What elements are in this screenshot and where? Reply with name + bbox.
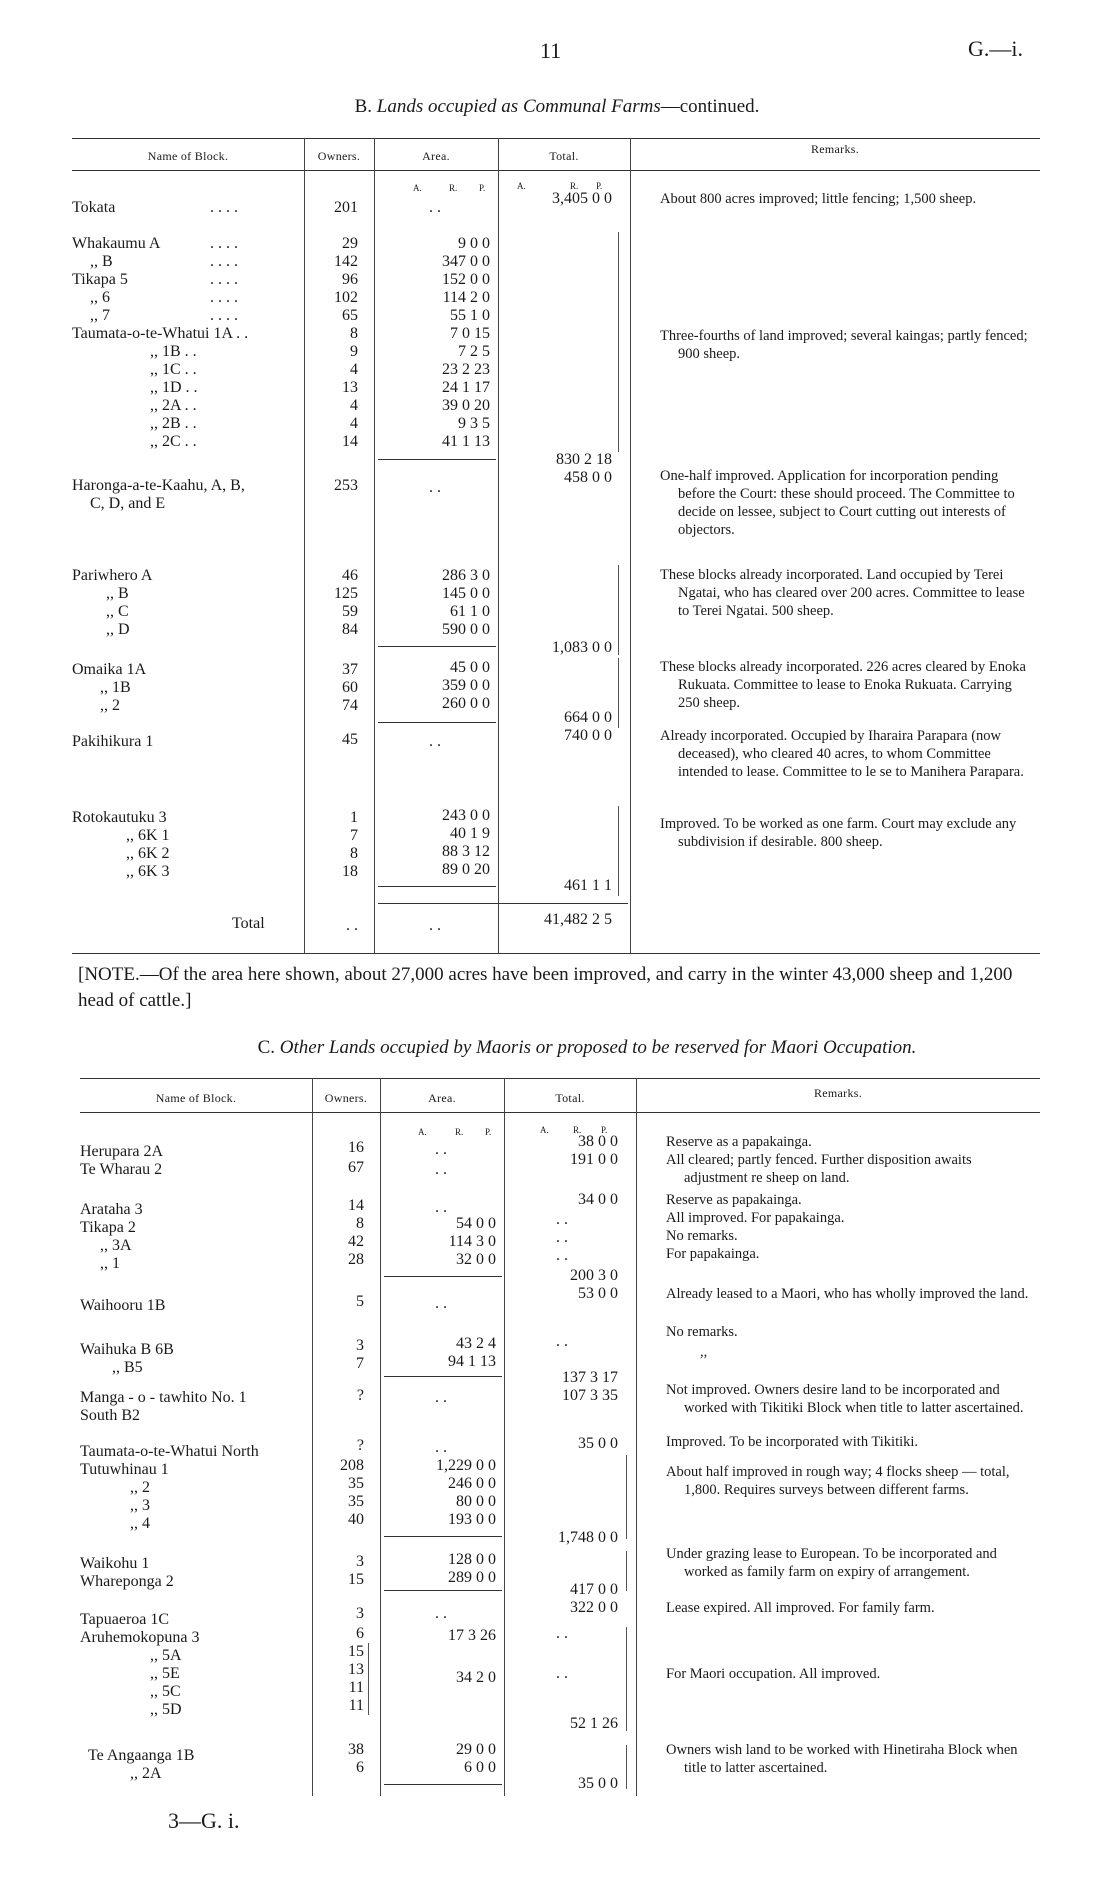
- col-header-area: Area.: [422, 149, 450, 163]
- area-cell: 54 0 0: [456, 1215, 496, 1232]
- table-row: Pakihikura 1: [72, 733, 154, 750]
- col-header-name: Name of Block.: [155, 1091, 237, 1105]
- total-cell: 461 1 1: [564, 877, 612, 894]
- area-cell: 193 0 0: [448, 1511, 496, 1528]
- owners-cell: 59: [342, 603, 358, 620]
- total-cell: . .: [556, 1665, 568, 1682]
- area-cell: 359 0 0: [442, 677, 490, 694]
- area-cell: 32 0 0: [456, 1251, 496, 1268]
- col-header-area: Area.: [428, 1091, 456, 1105]
- total-cell: 740 0 0: [564, 727, 612, 744]
- owners-cell: ?: [356, 1387, 364, 1404]
- table-row: ,, 2: [130, 1479, 150, 1496]
- column-rule: [504, 1078, 505, 1796]
- owners-cell: 1: [350, 809, 358, 826]
- table-row: ,, 3A: [100, 1237, 132, 1254]
- area-cell: 29 0 0: [456, 1741, 496, 1758]
- page-number: 11: [540, 38, 562, 63]
- area-cell: . .: [429, 733, 441, 750]
- table-row: Waihooru 1B: [80, 1297, 166, 1314]
- area-cell: 41 1 13: [442, 433, 490, 450]
- column-rule: [380, 1078, 381, 1796]
- table-row: Rotokautuku 3: [72, 809, 167, 826]
- col-header-owners: Owners.: [324, 1091, 368, 1105]
- owners-cell: 29: [342, 235, 358, 252]
- subtotal-rule: [378, 886, 496, 887]
- owners-cell: 28: [348, 1251, 364, 1268]
- owners-cell: 74: [342, 697, 358, 714]
- total-cell: 137 3 17: [562, 1369, 618, 1386]
- remark: Lease expired. All improved. For family farm.: [666, 1600, 935, 1616]
- total-cell: 458 0 0: [564, 469, 612, 486]
- area-cell: 145 0 0: [442, 585, 490, 602]
- column-rule: [374, 138, 375, 953]
- owners-cell: 208: [340, 1457, 364, 1474]
- remark: One-half improved. Application for incorporation pending before the Court: these should proceed. The Committee to decide on lessee, subject to Court cutting out interests of objectors.: [660, 468, 1015, 538]
- rule: [72, 170, 1040, 171]
- table-row: ,, 6: [90, 289, 110, 306]
- table-row: Haronga-a-te-Kaahu, A, B,: [72, 477, 245, 494]
- unit-perches: P.: [479, 183, 486, 193]
- area-cell: 9 3 5: [458, 415, 490, 432]
- table-row: Taumata-o-te-Whatui 1A . .: [72, 325, 249, 342]
- remark: These blocks already incorporated. 226 acres cleared by Enoka Rukuata. Committee to lease to Enoka Rukuata. Carrying 250 sheep.: [660, 659, 1026, 711]
- subtotal-rule: [384, 1590, 502, 1591]
- owners-cell: 11: [348, 1679, 364, 1696]
- total-rule: [378, 903, 628, 904]
- area-cell: 590 0 0: [442, 621, 490, 638]
- total-cell: . .: [556, 1333, 568, 1350]
- owners-cell: 16: [348, 1139, 364, 1156]
- table-row: ,, 2A . .: [150, 397, 197, 414]
- table-row: ,, 3: [130, 1497, 150, 1514]
- owners-cell: 125: [334, 585, 358, 602]
- remark: Already incorporated. Occupied by Iharaira Parapara (now deceased), who cleared 40 acres, to whom Committee intended to lease. Committee to le se to Manihera Parapara.: [660, 728, 1024, 780]
- remark: Not improved. Owners desire land to be incorporated and worked with Tikitiki Block when title to latter ascertained.: [666, 1382, 1024, 1416]
- area-cell: 23 2 23: [442, 361, 490, 378]
- area-cell: 80 0 0: [456, 1493, 496, 1510]
- owners-cell: 201: [334, 199, 358, 216]
- total-cell: 1,748 0 0: [558, 1529, 618, 1546]
- subtotal-rule: [384, 1536, 502, 1537]
- rule: [72, 953, 1040, 954]
- remark: Reserve as papakainga.: [666, 1192, 802, 1208]
- col-header-name: Name of Block.: [147, 149, 229, 163]
- owners-cell: 46: [342, 567, 358, 584]
- remark: These blocks already incorporated. Land occupied by Terei Ngatai, who has cleared over 200 acres. Committee to lease to Terei Ngatai. 500 sheep.: [660, 567, 1025, 619]
- owners-cell: 8: [350, 325, 358, 342]
- owners-cell: 3: [356, 1605, 364, 1622]
- area-cell: 243 0 0: [442, 807, 490, 824]
- area-cell: . .: [435, 1439, 447, 1456]
- owners-cell: 253: [334, 477, 358, 494]
- owners-cell: 4: [350, 361, 358, 378]
- owners-cell: 4: [350, 397, 358, 414]
- unit-acres: A.: [517, 181, 526, 191]
- area-cell: 152 0 0: [442, 271, 490, 288]
- owners-cell: 142: [334, 253, 358, 270]
- total-label: Total: [232, 915, 265, 932]
- leader-dots: . . . .: [210, 199, 238, 216]
- owners-cell: 40: [348, 1511, 364, 1528]
- owners-cell: 13: [342, 379, 358, 396]
- table-row: Omaika 1A: [72, 661, 147, 678]
- table-row: Taumata-o-te-Whatui North: [80, 1443, 259, 1460]
- table-row: ,, 6K 3: [126, 863, 170, 880]
- table-row: Manga - o - tawhito No. 1: [80, 1389, 247, 1406]
- owners-cell: 15: [348, 1643, 364, 1660]
- owners-cell: 102: [334, 289, 358, 306]
- table-row: ,, 2C . .: [150, 433, 197, 450]
- table-row: Tikapa 5: [72, 271, 128, 288]
- leader-dots: . . . .: [210, 253, 238, 270]
- table-row-continued: South B2: [80, 1407, 141, 1424]
- owners-cell: 14: [342, 433, 358, 450]
- area-cell: 24 1 17: [442, 379, 490, 396]
- table-row: ,, 4: [130, 1515, 150, 1532]
- group-brace: [626, 1551, 627, 1591]
- remark: Already leased to a Maori, who has wholly improved the land.: [666, 1286, 1029, 1302]
- owners-cell: 15: [348, 1571, 364, 1588]
- area-cell: . .: [435, 1199, 447, 1216]
- remark: Under grazing lease to European. To be incorporated and worked as family farm on expiry of arrangement.: [666, 1546, 997, 1580]
- remark: All cleared; partly fenced. Further disposition awaits adjustment re sheep on land.: [666, 1152, 972, 1186]
- remark: Three-fourths of land improved; several kaingas; partly fenced; 900 sheep.: [660, 328, 1028, 362]
- rule: [80, 1078, 1040, 1079]
- area-cell: 347 0 0: [442, 253, 490, 270]
- subtotal-rule: [384, 1376, 502, 1377]
- area-cell: . .: [435, 1295, 447, 1312]
- remark: For papakainga.: [666, 1246, 760, 1262]
- area-cell: 1,229 0 0: [436, 1457, 496, 1474]
- total-cell: 664 0 0: [564, 709, 612, 726]
- area-cell: 9 0 0: [458, 235, 490, 252]
- total-cell: 35 0 0: [578, 1435, 618, 1452]
- table-row: ,, B5: [112, 1359, 143, 1376]
- owners-cell: 67: [348, 1159, 364, 1176]
- table-row: Aruhemokopuna 3: [80, 1629, 200, 1646]
- col-header-remarks: Remarks.: [813, 1086, 863, 1100]
- remark: Improved. To be incorporated with Tikitiki.: [666, 1434, 919, 1450]
- owners-cell: 45: [342, 731, 358, 748]
- leader-dots: . . . .: [210, 271, 238, 288]
- grand-total-cell: 41,482 2 5: [544, 911, 612, 928]
- document-reference: G.—i.: [968, 36, 1023, 61]
- table-row: ,, 5C: [150, 1683, 181, 1700]
- table-row: ,, 6K 1: [126, 827, 170, 844]
- owners-cell: 7: [356, 1355, 364, 1372]
- table-row: ,, 1D . .: [150, 379, 198, 396]
- unit-acres: A.: [540, 1125, 549, 1135]
- col-header-total: Total.: [555, 1091, 585, 1105]
- owners-cell: 18: [342, 863, 358, 880]
- subtotal-rule: [378, 459, 496, 460]
- table-row: Waikohu 1: [80, 1555, 150, 1572]
- table-row: ,, C: [106, 603, 129, 620]
- table-row: ,, B: [90, 253, 113, 270]
- table-row: ,, 5D: [150, 1701, 182, 1718]
- owners-cell: 6: [356, 1759, 364, 1776]
- area-cell: . .: [429, 479, 441, 496]
- total-cell: 52 1 26: [570, 1715, 618, 1732]
- subtotal-rule: [384, 1276, 502, 1277]
- owners-cell: 8: [356, 1215, 364, 1232]
- owners-cell: 6: [356, 1625, 364, 1642]
- page-signature: 3—G. i.: [168, 1808, 240, 1833]
- unit-roods: R.: [455, 1127, 464, 1137]
- table-row: ,, B: [106, 585, 129, 602]
- area-cell: 40 1 9: [450, 825, 490, 842]
- note: [NOTE.—Of the area here shown, about 27,000 acres have been improved, and carry in the winter 43,000 sheep and 1,200 head of cattle.]: [78, 964, 1013, 1011]
- total-cell: 830 2 18: [556, 451, 612, 468]
- total-cell: 1,083 0 0: [552, 639, 612, 656]
- owners-cell: 35: [348, 1493, 364, 1510]
- table-row: ,, D: [106, 621, 130, 638]
- unit-roods: R.: [570, 181, 579, 191]
- table-row: Tutuwhinau 1: [80, 1461, 169, 1478]
- rule: [80, 1112, 1040, 1113]
- owners-cell: 35: [348, 1475, 364, 1492]
- owners-cell: 9: [350, 343, 358, 360]
- column-rule: [630, 138, 631, 953]
- area-cell: 7 0 15: [450, 325, 490, 342]
- area-cell: 61 1 0: [450, 603, 490, 620]
- table-row: ,, 5E: [150, 1665, 180, 1682]
- owners-cell: 38: [348, 1741, 364, 1758]
- total-cell: . .: [556, 1247, 568, 1264]
- total-cell: 107 3 35: [562, 1387, 618, 1404]
- remark: No remarks.: [666, 1324, 738, 1340]
- owners-cell: ?: [356, 1437, 364, 1454]
- table-row: Te Wharau 2: [80, 1161, 163, 1178]
- area-cell: . .: [435, 1141, 447, 1158]
- owners-cell: 96: [342, 271, 358, 288]
- total-cell: 35 0 0: [578, 1775, 618, 1792]
- table-row: Arataha 3: [80, 1201, 143, 1218]
- leader-dots: . . . .: [210, 307, 238, 324]
- section-c-title: C. Other Lands occupied by Maoris or proposed to be reserved for Maori Occupation.: [257, 1037, 917, 1058]
- owners-cell: 4: [350, 415, 358, 432]
- table-row: Te Angaanga 1B: [88, 1747, 195, 1764]
- col-header-owners: Owners.: [317, 149, 361, 163]
- remark: Improved. To be worked as one farm. Court may exclude any subdivision if desirable. 800 sheep.: [660, 816, 1017, 850]
- area-cell: 286 3 0: [442, 567, 490, 584]
- total-cell: 53 0 0: [578, 1285, 618, 1302]
- table-row: ,, 1C . .: [150, 361, 197, 378]
- remark: About 800 acres improved; little fencing; 1,500 sheep.: [660, 191, 977, 207]
- group-brace: [626, 1745, 627, 1789]
- table-row: Herupara 2A: [80, 1143, 164, 1160]
- table-row: ,, 7: [90, 307, 110, 324]
- area-cell: 34 2 0: [456, 1669, 496, 1686]
- area-cell: 55 1 0: [450, 307, 490, 324]
- total-cell: 200 3 0: [570, 1267, 618, 1284]
- table-row: ,, 2: [100, 697, 120, 714]
- unit-roods: R.: [449, 183, 458, 193]
- total-cell: . .: [556, 1625, 568, 1642]
- area-cell: 289 0 0: [448, 1569, 496, 1586]
- owners-cell: 13: [348, 1661, 364, 1678]
- area-cell: 39 0 20: [442, 397, 490, 414]
- unit-perches: P.: [485, 1127, 492, 1137]
- table-row: Pariwhero A: [72, 567, 153, 584]
- area-cell: . .: [429, 917, 441, 934]
- group-brace: [626, 1455, 627, 1539]
- owners-cell: 60: [342, 679, 358, 696]
- table-row: ,, 1B: [100, 679, 131, 696]
- owners-cell: 37: [342, 661, 358, 678]
- area-cell: 260 0 0: [442, 695, 490, 712]
- total-cell: 38 0 0: [578, 1133, 618, 1150]
- table-row: ,, 1: [100, 1255, 120, 1272]
- table-row: Whareponga 2: [80, 1573, 174, 1590]
- col-header-total: Total.: [549, 149, 579, 163]
- area-cell: 6 0 0: [464, 1759, 496, 1776]
- area-cell: 114 3 0: [448, 1233, 496, 1250]
- unit-acres: A.: [418, 1127, 427, 1137]
- column-rule: [636, 1078, 637, 1796]
- table-row: ,, 5A: [150, 1647, 182, 1664]
- table-row: ,, 1B . .: [150, 343, 197, 360]
- unit-perches: P.: [601, 1125, 608, 1135]
- group-brace: [618, 658, 619, 728]
- total-cell: 322 0 0: [570, 1599, 618, 1616]
- owners-cell: 42: [348, 1233, 364, 1250]
- owners-cell: 3: [356, 1337, 364, 1354]
- group-brace: [618, 232, 619, 452]
- area-cell: 94 1 13: [448, 1353, 496, 1370]
- rule: [72, 138, 1040, 139]
- table-row: Tapuaeroa 1C: [80, 1611, 170, 1628]
- area-cell: 114 2 0: [442, 289, 490, 306]
- area-cell: 45 0 0: [450, 659, 490, 676]
- remark: All improved. For papakainga.: [666, 1210, 845, 1226]
- total-cell: 191 0 0: [570, 1151, 618, 1168]
- owners-cell: 84: [342, 621, 358, 638]
- remark: Owners wish land to be worked with Hinetiraha Block when title to latter ascertained.: [666, 1742, 1018, 1776]
- total-cell: 417 0 0: [570, 1581, 618, 1598]
- area-cell: . .: [435, 1389, 447, 1406]
- group-brace: [626, 1627, 627, 1731]
- subtotal-rule: [378, 722, 496, 723]
- remark: About half improved in rough way; 4 flocks sheep — total, 1,800. Requires surveys between different farms.: [666, 1464, 1010, 1498]
- remark: Reserve as a papakainga.: [666, 1134, 812, 1150]
- remark: For Maori occupation. All improved.: [666, 1666, 881, 1682]
- table-row: Waihuka B 6B: [80, 1341, 174, 1358]
- owners-cell: 14: [348, 1197, 364, 1214]
- area-cell: . .: [435, 1161, 447, 1178]
- remark-ditto: ,,: [700, 1344, 708, 1360]
- area-cell: 88 3 12: [442, 843, 490, 860]
- owners-cell: 3: [356, 1553, 364, 1570]
- owners-cell: 8: [350, 845, 358, 862]
- group-brace: [618, 806, 619, 896]
- table-row-continued: C, D, and E: [90, 495, 166, 512]
- area-cell: 89 0 20: [442, 861, 490, 878]
- area-cell: 17 3 26: [448, 1627, 496, 1644]
- area-cell: 246 0 0: [448, 1475, 496, 1492]
- total-cell: 3,405 0 0: [552, 190, 612, 207]
- total-cell: 34 0 0: [578, 1191, 618, 1208]
- owners-cell: 5: [356, 1293, 364, 1310]
- area-cell: 43 2 4: [456, 1335, 496, 1352]
- total-cell: . .: [556, 1211, 568, 1228]
- column-rule: [498, 138, 499, 953]
- remark: No remarks.: [666, 1228, 738, 1244]
- area-cell: 7 2 5: [458, 343, 490, 360]
- owners-cell: 11: [348, 1697, 364, 1714]
- area-cell: . .: [429, 199, 441, 216]
- section-b-title: B. Lands occupied as Communal Farms—continued.: [354, 96, 760, 117]
- table-row: Tikapa 2: [80, 1219, 136, 1236]
- leader-dots: . . . .: [210, 235, 238, 252]
- group-brace: [618, 565, 619, 655]
- unit-perches: P.: [596, 181, 603, 191]
- owners-cell: 7: [350, 827, 358, 844]
- area-cell: 128 0 0: [448, 1551, 496, 1568]
- leader-dots: . . . .: [210, 289, 238, 306]
- table-row: ,, 2A: [130, 1765, 162, 1782]
- subtotal-rule: [384, 1784, 502, 1785]
- table-row: Tokata: [72, 199, 116, 216]
- table-row: Whakaumu A: [72, 235, 161, 252]
- subtotal-rule: [378, 646, 496, 647]
- unit-roods: R.: [573, 1125, 582, 1135]
- table-row: ,, 2B . .: [150, 415, 197, 432]
- owners-cell: 65: [342, 307, 358, 324]
- owners-cell: . .: [346, 917, 358, 934]
- group-brace: [368, 1643, 369, 1715]
- area-cell: . .: [435, 1605, 447, 1622]
- table-row: ,, 6K 2: [126, 845, 170, 862]
- col-header-remarks: Remarks.: [810, 142, 860, 156]
- unit-acres: A.: [413, 183, 422, 193]
- total-cell: . .: [556, 1229, 568, 1246]
